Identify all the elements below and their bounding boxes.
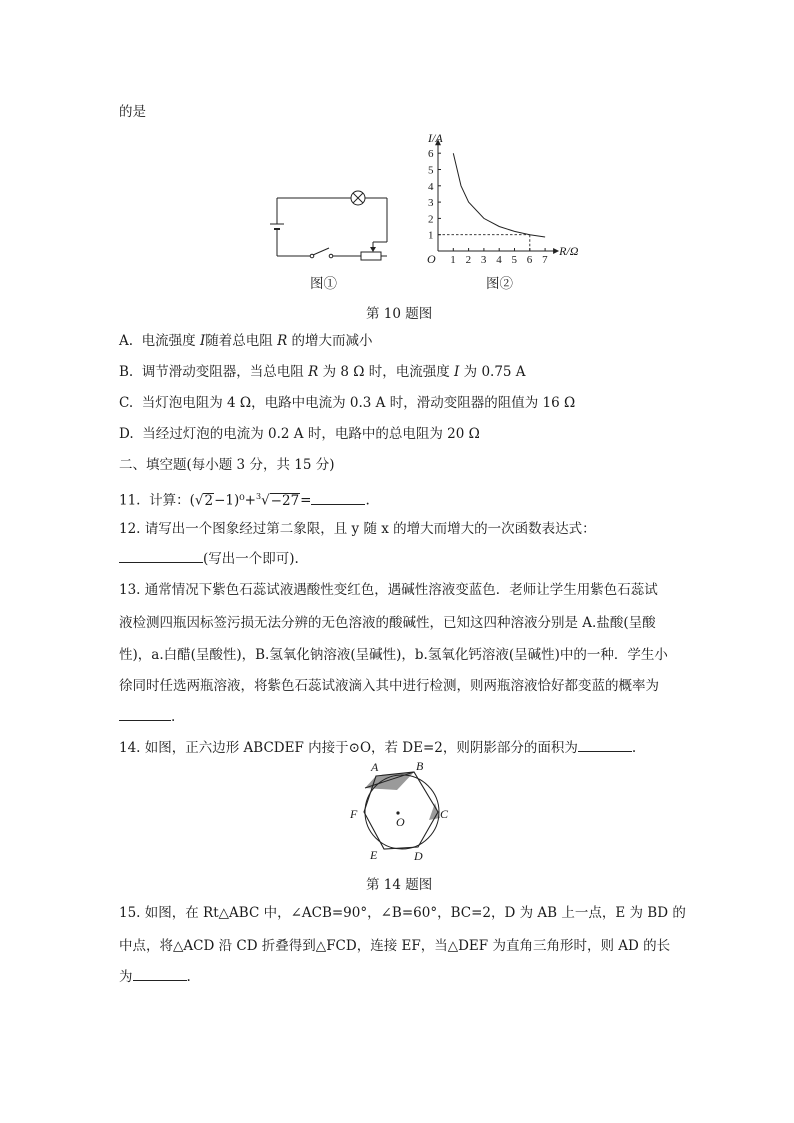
vertex-label-f: F — [350, 807, 358, 821]
hexagon-figure — [340, 760, 460, 864]
y-tick-label-5: 5 — [428, 164, 434, 177]
center-label-o: O — [396, 815, 405, 829]
question-13-line1: 13. 通常情况下紫色石蕊试液遇酸性变红色，遇碱性溶液变蓝色．老师让学生用紫色石蕊试 — [119, 582, 658, 598]
x-tick-label-1: 1 — [450, 254, 456, 266]
question-12-line1: 12. 请写出一个图象经过第二象限，且 y 随 x 的增大而增大的一次函数表达式： — [119, 521, 596, 537]
answer-blank — [119, 706, 171, 721]
rheostat-symbol — [361, 252, 381, 260]
origin-label: O — [427, 252, 436, 266]
option-c: C. 当灯泡电阻为 4 Ω，电路中电流为 0.3 A 时，滑动变阻器的阻值为 16 Ω — [119, 395, 576, 411]
y-axis-label: I/A — [428, 131, 443, 146]
q10-figure-caption: 第 10 题图 — [366, 306, 433, 322]
question-12-line2: (写出一个即可). — [119, 548, 299, 569]
q14-figure-caption: 第 14 题图 — [366, 877, 433, 893]
question-14: 14. 如图，正六边形 ABCDEF 内接于⊙O，若 DE=2，则阴影部分的面积为 . — [119, 737, 636, 758]
answer-blank — [311, 490, 365, 505]
y-tick-label-6: 6 — [428, 148, 434, 161]
circuit-figure — [265, 186, 391, 266]
fig2-caption: 图② — [486, 276, 513, 292]
vertex-label-c: C — [440, 807, 449, 821]
vertex-label-d: D — [414, 849, 423, 863]
question-13-line3: 性)，a.白醋(呈酸性)，B.氢氧化钠溶液(呈碱性)，b.氢氧化钙溶液(呈碱性)中的一种．学生小 — [119, 647, 668, 663]
option-a: A. 电流强度 I随着总电阻 R 的增大而减小 — [119, 333, 373, 349]
continued-text: 的是 — [119, 104, 146, 120]
x-tick-label-4: 4 — [496, 254, 502, 266]
fig1-caption: 图① — [310, 276, 337, 292]
question-13-line5: . — [119, 706, 175, 727]
y-tick-label-3: 3 — [428, 197, 434, 210]
x-tick-label-3: 3 — [480, 254, 487, 266]
x-tick-label-7: 7 — [542, 254, 548, 266]
option-d: D. 当经过灯泡的电流为 0.2 A 时，电路中的总电阻为 20 Ω — [119, 426, 480, 442]
question-13-line2: 液检测四瓶因标签污损无法分辨的无色溶液的酸碱性，已知这四种溶液分别是 A.盐酸(呈酸 — [119, 615, 656, 631]
y-tick-label-1: 1 — [428, 229, 434, 242]
x-tick-label-5: 5 — [511, 254, 517, 266]
question-15-line2: 中点，将△ACD 沿 CD 折叠得到△FCD，连接 EF，当△DEF 为直角三角形时，则 AD 的长 — [119, 938, 671, 954]
i-r-graph — [420, 130, 590, 270]
question-13-line4: 徐同时任选两瓶溶液，将紫色石蕊试液滴入其中进行检测，则两瓶溶液恰好都变蓝的概率为 — [119, 678, 659, 694]
x-axis-label: R/Ω — [559, 244, 579, 258]
vertex-label-e: E — [370, 848, 378, 862]
question-15-line3: 为 . — [119, 966, 191, 987]
answer-blank — [133, 966, 187, 981]
answer-blank — [119, 548, 203, 563]
question-11: 11. 计算：(√2−1)⁰+$^3$√−27= . — [119, 487, 370, 511]
y-tick-label-2: 2 — [428, 213, 434, 226]
answer-blank — [578, 737, 632, 752]
option-b: B. 调节滑动变阻器，当总电阻 R 为 8 Ω 时，电流强度 I 为 0.75 A — [119, 364, 526, 380]
i-r-curve — [453, 153, 545, 237]
vertex-label-b: B — [416, 760, 424, 773]
circumcircle — [365, 775, 439, 849]
x-tick-label-6: 6 — [526, 254, 533, 266]
x-tick-label-2: 2 — [465, 254, 472, 266]
y-tick-label-4: 4 — [428, 180, 434, 193]
switch-symbol — [313, 248, 329, 255]
section-heading: 二、填空题(每小题 3 分，共 15 分) — [119, 457, 335, 473]
question-15-line1: 15. 如图，在 Rt△ABC 中，∠ACB=90°，∠B=60°，BC=2，D 为 AB 上一点，E 为 BD 的 — [119, 905, 686, 921]
vertex-label-a: A — [371, 760, 379, 774]
